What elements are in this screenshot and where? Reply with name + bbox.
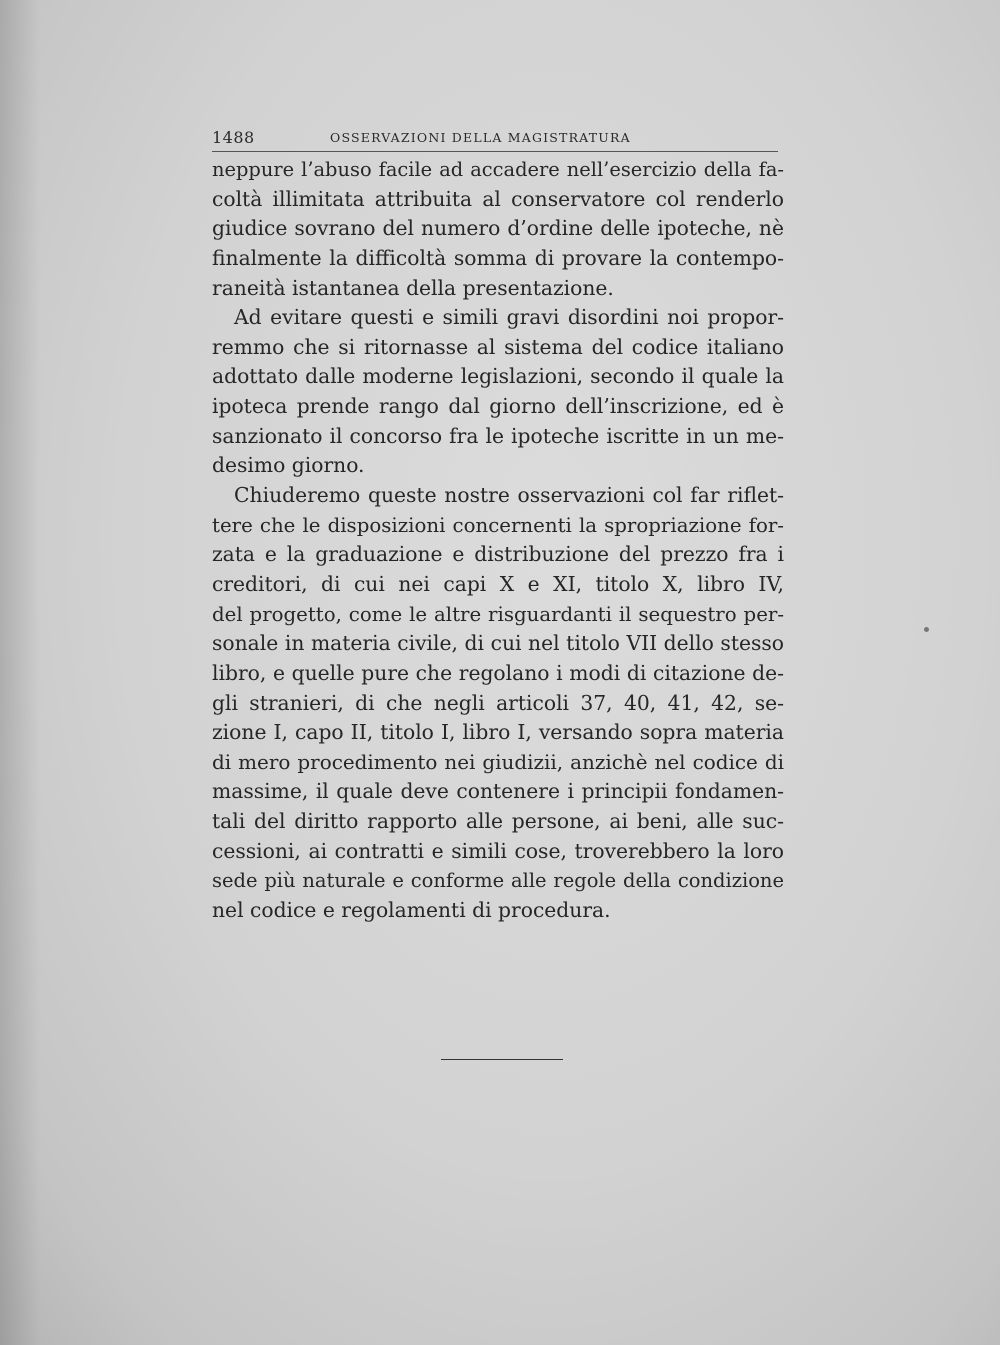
text-line: coltà illimitata attribuita al conservatore col renderlo	[212, 186, 784, 211]
page-header	[212, 122, 778, 152]
text-line: giudice sovrano del numero d’ordine delle ipoteche, nè	[212, 216, 784, 241]
text-line: cessioni, ai contratti e simili cose, troverebbero la loro	[212, 838, 784, 863]
running-head: OSSERVAZIONI DELLA MAGISTRATURA	[330, 130, 631, 145]
page-edge-shadow	[0, 0, 40, 1345]
end-rule	[441, 1059, 563, 1060]
text-line: ipoteca prende rango dal giorno dell’inscrizione, ed è	[212, 394, 784, 419]
text-line: finalmente la difficoltà somma di provare la contempo-	[212, 245, 784, 270]
page-number: 1488	[212, 128, 255, 147]
paragraph-start-line: Ad evitare questi e simili gravi disordini noi propor-	[234, 305, 784, 330]
text-line: tere che le disposizioni concernenti la spropriazione for-	[212, 513, 784, 537]
text-line: sede più naturale e conforme alle regole della condizione	[212, 869, 784, 893]
header-rule	[212, 151, 778, 152]
text-line: nel codice e regolamenti di procedura.	[212, 898, 611, 923]
paragraph-start-line: Chiuderemo queste nostre osservazioni col far riflet-	[234, 483, 784, 508]
text-line: remmo che si ritornasse al sistema del codice italiano	[212, 334, 784, 359]
text-line: desimo giorno.	[212, 453, 365, 478]
text-line: sonale in materia civile, di cui nel titolo VII dello stesso	[212, 631, 784, 656]
text-line: zione I, capo II, titolo I, libro I, versando sopra materia	[212, 720, 784, 745]
text-line: del progetto, come le altre risguardanti il sequestro per-	[212, 602, 784, 626]
text-line: neppure l’abuso facile ad accadere nell’esercizio della fa-	[212, 158, 784, 181]
ink-speck	[924, 627, 929, 632]
text-line: sanzionato il concorso fra le ipoteche iscritte in un me-	[212, 423, 784, 448]
text-line: zata e la graduazione e distribuzione del prezzo fra i	[212, 542, 784, 567]
text-line: tali del diritto rapporto alle persone, ai beni, alle suc-	[212, 809, 784, 834]
text-line: creditori, di cui nei capi X e XI, titolo X, libro IV,	[212, 571, 784, 596]
text-line: adottato dalle moderne legislazioni, secondo il quale la	[212, 364, 784, 389]
text-line: di mero procedimento nei giudizii, anzichè nel codice di	[212, 749, 784, 774]
text-line: massime, il quale deve contenere i principii fondamen-	[212, 779, 784, 804]
text-line: gli stranieri, di che negli articoli 37, 40, 41, 42, se-	[212, 690, 784, 715]
text-line: libro, e quelle pure che regolano i modi di citazione de-	[212, 660, 784, 685]
body-text	[212, 155, 784, 926]
text-line: raneità istantanea della presentazione.	[212, 275, 614, 300]
